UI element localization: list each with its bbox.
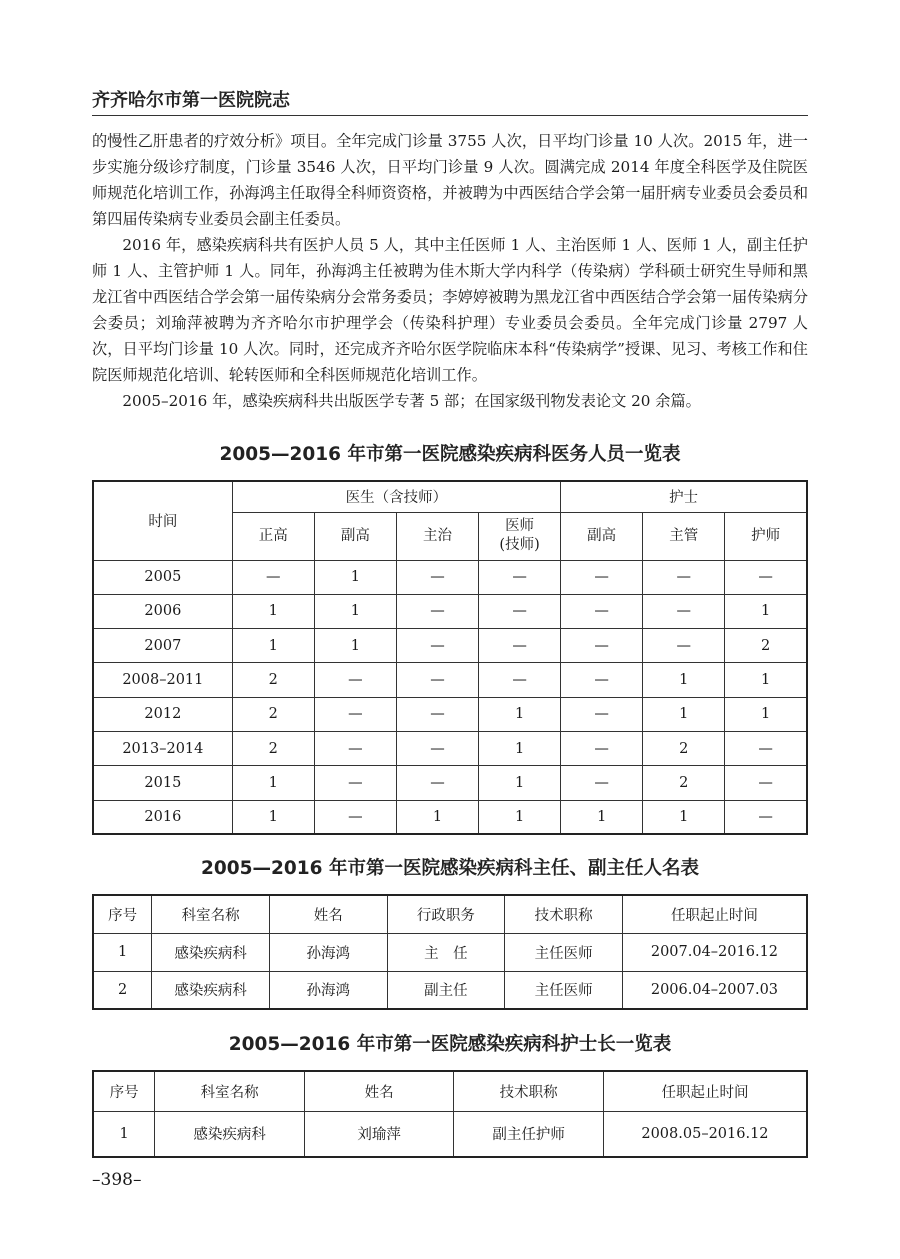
table-cell: — [479, 629, 561, 663]
column-header: 护师 [725, 512, 807, 560]
table-cell: 2006 [93, 594, 232, 628]
table-cell: 2 [643, 731, 725, 765]
table-cell: 2013–2014 [93, 731, 232, 765]
table-cell: — [396, 560, 478, 594]
table-cell: 2 [93, 971, 152, 1009]
table-cell: 副主任护师 [454, 1111, 604, 1157]
table-cell: — [479, 560, 561, 594]
table-cell: 1 [232, 800, 314, 834]
table-cell: — [643, 594, 725, 628]
table-cell: 2007 [93, 629, 232, 663]
column-header: 主管 [643, 512, 725, 560]
table-cell: — [232, 560, 314, 594]
column-header: 序号 [93, 895, 152, 933]
table-row [93, 766, 807, 800]
header-rule [92, 115, 808, 116]
table-cell: — [314, 731, 396, 765]
table-cell: 感染疾病科 [152, 933, 270, 971]
table-cell: 2008.05–2016.12 [603, 1111, 807, 1157]
table-cell: — [314, 800, 396, 834]
table-row [93, 800, 807, 834]
table-row [93, 629, 807, 663]
table-cell: — [314, 766, 396, 800]
table-cell: — [561, 629, 643, 663]
paragraph: 2005–2016 年，感染疾病科共出版医学专著 5 部；在国家级刊物发表论文 20 余篇。 [122, 392, 701, 410]
table-cell: 1 [93, 1111, 155, 1157]
table-cell: 1 [643, 800, 725, 834]
table-cell: — [479, 663, 561, 697]
table-row [93, 594, 807, 628]
table-cell: 1 [725, 663, 807, 697]
page-number: –398– [92, 1170, 142, 1190]
table-cell: 1 [725, 697, 807, 731]
table-cell: 2005 [93, 560, 232, 594]
table-cell: 孙海鸿 [269, 971, 387, 1009]
table-cell: 主 任 [387, 933, 505, 971]
table-cell: 1 [479, 697, 561, 731]
table-cell: 1 [93, 933, 152, 971]
column-header: 科室名称 [152, 895, 270, 933]
column-header: 任职起止时间 [622, 895, 807, 933]
table-cell: — [396, 663, 478, 697]
table-row [93, 697, 807, 731]
table-cell: 副主任 [387, 971, 505, 1009]
table-row [93, 1111, 807, 1157]
body-text [92, 128, 808, 414]
table-cell: — [643, 629, 725, 663]
column-header: 科室名称 [155, 1071, 305, 1111]
table-row [93, 731, 807, 765]
table-cell: 2 [643, 766, 725, 800]
table-cell: 感染疾病科 [152, 971, 270, 1009]
table-cell: 1 [232, 629, 314, 663]
table-cell: — [561, 663, 643, 697]
table-cell: 1 [314, 629, 396, 663]
table-cell: 主任医师 [505, 933, 623, 971]
column-header: 主治 [396, 512, 478, 560]
table-cell: 1 [314, 560, 396, 594]
table-cell: 1 [643, 697, 725, 731]
table-cell: 1 [725, 594, 807, 628]
table-cell: 1 [232, 594, 314, 628]
table-cell: 刘瑜萍 [304, 1111, 454, 1157]
table-cell: — [396, 594, 478, 628]
column-header: 姓名 [269, 895, 387, 933]
table-cell: 2016 [93, 800, 232, 834]
table-cell: 1 [396, 800, 478, 834]
table-cell: — [396, 766, 478, 800]
column-header: 技术职称 [505, 895, 623, 933]
table-cell: — [725, 731, 807, 765]
table-cell: 2006.04–2007.03 [622, 971, 807, 1009]
table-row [93, 933, 807, 971]
table-cell: 1 [643, 663, 725, 697]
table2-title: 2005—2016 年市第一医院感染疾病科主任、副主任人名表 [201, 858, 699, 879]
table-cell: — [561, 594, 643, 628]
table-cell: 2012 [93, 697, 232, 731]
table-cell: 2 [232, 731, 314, 765]
table-cell: 2 [725, 629, 807, 663]
table-cell: — [725, 766, 807, 800]
table-cell: 1 [479, 800, 561, 834]
table-cell: 主任医师 [505, 971, 623, 1009]
column-header: 正高 [232, 512, 314, 560]
table-cell: 1 [479, 766, 561, 800]
table-cell: — [643, 560, 725, 594]
column-header: 任职起止时间 [603, 1071, 807, 1111]
column-header: 副高 [561, 512, 643, 560]
table-cell: — [396, 629, 478, 663]
table-cell: — [725, 560, 807, 594]
table-cell: — [396, 731, 478, 765]
table-row [93, 971, 807, 1009]
table-row [93, 560, 807, 594]
table-cell: — [561, 697, 643, 731]
table-cell: — [396, 697, 478, 731]
running-head: 齐齐哈尔市第一医院院志 [92, 90, 290, 111]
table-cell: 1 [232, 766, 314, 800]
director-table [92, 894, 808, 1010]
head-nurse-table [92, 1070, 808, 1158]
paragraph: 的慢性乙肝患者的疗效分析》项目。全年完成门诊量 3755 人次，日平均门诊量 10 人次。2015 年，进一步实施分级诊疗制度，门诊量 3546 人次，日平均门诊量 9 人次。圆满完成 2014 年度全科医学及住院医师规范化培训工作，孙海鸿主任取得全科师资资格，并被聘为中西医结合学会第一届肝病专业委员会委员和第四届传染病专业委员会副主任委员。 [92, 132, 808, 228]
table-cell: 1 [561, 800, 643, 834]
column-header: 行政职务 [387, 895, 505, 933]
table-cell: — [479, 594, 561, 628]
table-cell: 2008–2011 [93, 663, 232, 697]
table3-title: 2005—2016 年市第一医院感染疾病科护士长一览表 [228, 1034, 672, 1055]
nurses-group-header: 护士 [561, 481, 807, 512]
table-cell: 2007.04–2016.12 [622, 933, 807, 971]
table-cell: 2015 [93, 766, 232, 800]
table-cell: 2 [232, 697, 314, 731]
table-cell: 1 [314, 594, 396, 628]
column-header: 序号 [93, 1071, 155, 1111]
table-row [93, 663, 807, 697]
doctors-group-header: 医生（含技师） [232, 481, 560, 512]
column-header: 医师 (技师) [479, 512, 561, 560]
table-cell: — [725, 800, 807, 834]
table-cell: 2 [232, 663, 314, 697]
table-cell: — [561, 731, 643, 765]
staff-table [92, 480, 808, 835]
time-header: 时间 [93, 481, 232, 560]
column-header: 技术职称 [454, 1071, 604, 1111]
table-cell: 1 [479, 731, 561, 765]
table-cell: — [561, 560, 643, 594]
paragraph: 2016 年，感染疾病科共有医护人员 5 人，其中主任医师 1 人、主治医师 1 人、医师 1 人，副主任护师 1 人、主管护师 1 人。同年，孙海鸿主任被聘为佳木斯大学内科学（传染病）学科硕士研究生导师和黑龙江省中西医结合学会第一届传染病分会常务委员；李婷婷被聘为黑龙江省中西医结合学会第一届传染病分会委员；刘瑜萍被聘为齐齐哈尔市护理学会（传染科护理）专业委员会委员。全年完成门诊量 2797 人次，日平均门诊量 10 人次。同时，还完成齐齐哈尔医学院临床本科“传染病学”授课、见习、考核工作和住院医师规范化培训、轮转医师和全科医师规范化培训工作。 [92, 236, 808, 384]
table-cell: 感染疾病科 [155, 1111, 305, 1157]
column-header: 姓名 [304, 1071, 454, 1111]
column-header: 副高 [314, 512, 396, 560]
table-cell: — [314, 663, 396, 697]
table-cell: — [561, 766, 643, 800]
table-cell: — [314, 697, 396, 731]
table1-title: 2005—2016 年市第一医院感染疾病科医务人员一览表 [219, 444, 681, 465]
table-cell: 孙海鸿 [269, 933, 387, 971]
